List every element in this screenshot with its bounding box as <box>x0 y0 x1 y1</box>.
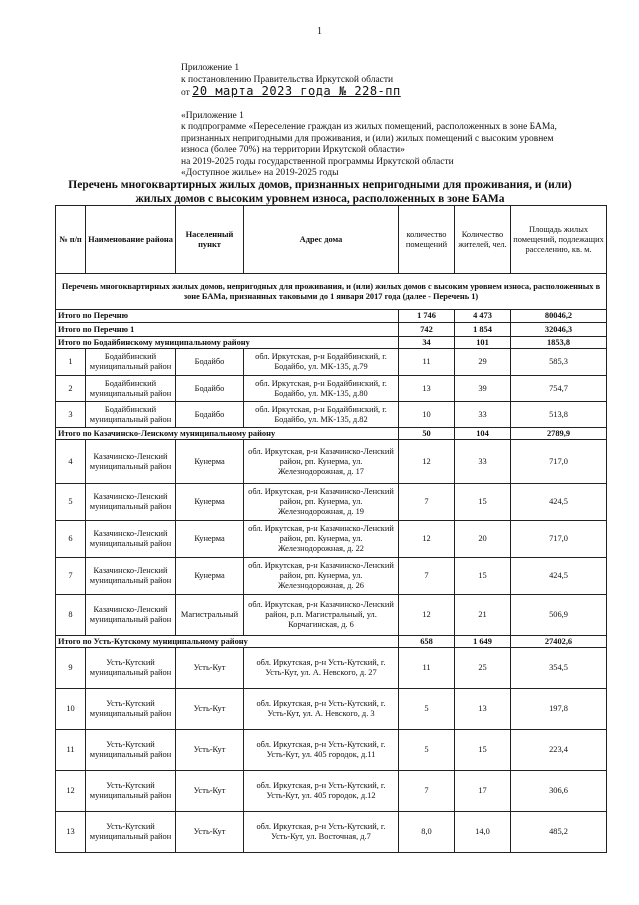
row-area: 354,5 <box>511 648 607 689</box>
housing-list-table <box>55 205 607 853</box>
total-label: Итого по Перечню 1 <box>56 323 399 337</box>
row-premises: 12 <box>399 440 455 484</box>
row-area: 506,9 <box>511 595 607 636</box>
section-note-row <box>56 274 607 310</box>
quoted-line-5: «Доступное жилье» на 2019-2025 годы <box>181 168 339 178</box>
row-residents: 39 <box>455 376 511 402</box>
row-address: обл. Иркутская, р-н Казачинско-Ленский район, рп. Кунерма, ул. Железнодорожная, д. 19 <box>244 484 399 521</box>
row-district: Усть-Кутский муниципальный район <box>86 689 176 730</box>
table-row <box>56 349 607 376</box>
district-total-row <box>56 428 607 440</box>
col-header-settlement: Населенный пункт <box>176 206 244 274</box>
row-area: 585,3 <box>511 349 607 376</box>
table-row <box>56 730 607 771</box>
row-area: 717,0 <box>511 521 607 558</box>
row-premises: 7 <box>399 558 455 595</box>
row-premises: 5 <box>399 730 455 771</box>
table-row <box>56 689 607 730</box>
row-residents: 13 <box>455 689 511 730</box>
table-row <box>56 558 607 595</box>
row-settlement: Бодайбо <box>176 402 244 428</box>
row-residents: 29 <box>455 349 511 376</box>
row-premises: 13 <box>399 376 455 402</box>
document-title <box>40 178 600 206</box>
row-district: Казачинско-Ленский муниципальный район <box>86 484 176 521</box>
row-number: 10 <box>56 689 86 730</box>
table-row <box>56 440 607 484</box>
row-number: 9 <box>56 648 86 689</box>
decree-date-line <box>181 86 601 100</box>
row-residents: 33 <box>455 402 511 428</box>
row-address: обл. Иркутская, р-н Усть-Кутский, г. Усть-Кут, ул. А. Невского, д. 27 <box>244 648 399 689</box>
row-number: 11 <box>56 730 86 771</box>
row-premises: 12 <box>399 521 455 558</box>
row-settlement: Кунерма <box>176 484 244 521</box>
table-row <box>56 402 607 428</box>
row-residents: 25 <box>455 648 511 689</box>
row-address: обл. Иркутская, р-н Усть-Кутский, г. Усть-Кут, ул. 405 городок, д.11 <box>244 730 399 771</box>
row-settlement: Бодайбо <box>176 349 244 376</box>
row-number: 12 <box>56 771 86 812</box>
row-premises: 7 <box>399 484 455 521</box>
row-number: 8 <box>56 595 86 636</box>
row-address: обл. Иркутская, р-н Усть-Кутский, г. Усть-Кут, ул. А. Невского, д. 3 <box>244 689 399 730</box>
district-total-label: Итого по Казачинско-Ленскому муниципальному району <box>56 428 399 440</box>
quoted-line-2: признанных непригодными для проживания, и (или) жилых помещений с высоким уровнем <box>181 133 554 144</box>
row-residents: 17 <box>455 771 511 812</box>
row-district: Казачинско-Ленский муниципальный район <box>86 558 176 595</box>
row-residents: 21 <box>455 595 511 636</box>
row-number: 6 <box>56 521 86 558</box>
row-residents: 14,0 <box>455 812 511 853</box>
quoted-line-3: износа (более 70%) на территории Иркутской области» <box>181 145 405 155</box>
district-total-residents: 104 <box>455 428 511 440</box>
row-number: 13 <box>56 812 86 853</box>
row-residents: 15 <box>455 558 511 595</box>
district-total-label: Итого по Усть-Кутскому муниципальному району <box>56 636 399 648</box>
row-district: Казачинско-Ленский муниципальный район <box>86 521 176 558</box>
total-area: 80046,2 <box>511 310 607 323</box>
row-settlement: Кунерма <box>176 440 244 484</box>
row-district: Казачинско-Ленский муниципальный район <box>86 595 176 636</box>
district-total-area: 2789,9 <box>511 428 607 440</box>
row-settlement: Бодайбо <box>176 376 244 402</box>
row-district: Усть-Кутский муниципальный район <box>86 648 176 689</box>
row-area: 717,0 <box>511 440 607 484</box>
row-number: 7 <box>56 558 86 595</box>
title-line-1: Перечень многоквартирных жилых домов, признанных непригодными для проживания, и (или) <box>68 179 572 191</box>
table-row <box>56 771 607 812</box>
row-settlement: Усть-Кут <box>176 730 244 771</box>
row-address: обл. Иркутская, р-н Усть-Кутский, г. Усть-Кут, ул. Восточная, д.7 <box>244 812 399 853</box>
row-premises: 8,0 <box>399 812 455 853</box>
row-district: Бодайбинский муниципальный район <box>86 402 176 428</box>
appendix-label: Приложение 1 <box>181 63 240 73</box>
row-settlement: Кунерма <box>176 521 244 558</box>
district-total-label: Итого по Бодайбинскому муниципальному району <box>56 337 399 349</box>
quoted-appendix-title: «Приложение 1 <box>181 110 244 121</box>
row-district: Бодайбинский муниципальный район <box>86 376 176 402</box>
col-header-address: Адрес дома <box>244 206 399 274</box>
total-residents: 4 473 <box>455 310 511 323</box>
col-header-num: № п/п <box>56 206 86 274</box>
table-header-row <box>56 206 607 274</box>
row-number: 1 <box>56 349 86 376</box>
col-header-residents: Количество жителей, чел. <box>455 206 511 274</box>
col-header-area: Площадь жилых помещений, подлежащих расселению, кв. м. <box>511 206 607 274</box>
decree-reference: к постановлению Правительства Иркутской области <box>181 74 394 85</box>
total-premises: 742 <box>399 323 455 337</box>
handwritten-date: 20 марта 2023 года № 228-пп <box>192 84 401 98</box>
row-premises: 11 <box>399 349 455 376</box>
district-total-residents: 101 <box>455 337 511 349</box>
row-area: 513,8 <box>511 402 607 428</box>
row-area: 754,7 <box>511 376 607 402</box>
row-address: обл. Иркутская, р-н Бодайбинский, г. Бодайбо, ул. МК-135, д.80 <box>244 376 399 402</box>
total-premises: 1 746 <box>399 310 455 323</box>
row-premises: 5 <box>399 689 455 730</box>
table-row <box>56 812 607 853</box>
quoted-line-4: на 2019-2025 годы государственной программы Иркутской области <box>181 156 454 167</box>
total-row <box>56 310 607 323</box>
row-district: Бодайбинский муниципальный район <box>86 349 176 376</box>
district-total-area: 1853,8 <box>511 337 607 349</box>
row-premises: 10 <box>399 402 455 428</box>
row-address: обл. Иркутская, р-н Усть-Кутский, г. Усть-Кут, ул. 405 городок, д.12 <box>244 771 399 812</box>
table-row <box>56 595 607 636</box>
row-settlement: Усть-Кут <box>176 689 244 730</box>
row-settlement: Усть-Кут <box>176 648 244 689</box>
appendix-header <box>181 63 601 180</box>
row-area: 424,5 <box>511 558 607 595</box>
row-residents: 15 <box>455 484 511 521</box>
row-settlement: Усть-Кут <box>176 812 244 853</box>
row-settlement: Кунерма <box>176 558 244 595</box>
district-total-area: 27402,6 <box>511 636 607 648</box>
title-line-2: жилых домов с высоким уровнем износа, расположенных в зоне БАМа <box>135 193 505 205</box>
table-row <box>56 484 607 521</box>
total-row <box>56 323 607 337</box>
date-prefix: от <box>181 88 190 98</box>
row-district: Усть-Кутский муниципальный район <box>86 812 176 853</box>
row-number: 3 <box>56 402 86 428</box>
table-row <box>56 376 607 402</box>
district-total-residents: 1 649 <box>455 636 511 648</box>
total-label: Итого по Перечню <box>56 310 399 323</box>
row-area: 223,4 <box>511 730 607 771</box>
col-header-premises: количество помещений <box>399 206 455 274</box>
page-number: 1 <box>317 26 322 37</box>
row-address: обл. Иркутская, р-н Бодайбинский, г. Бодайбо, ул. МК-135, д.82 <box>244 402 399 428</box>
row-settlement: Усть-Кут <box>176 771 244 812</box>
row-residents: 33 <box>455 440 511 484</box>
district-total-premises: 658 <box>399 636 455 648</box>
row-area: 424,5 <box>511 484 607 521</box>
row-district: Усть-Кутский муниципальный район <box>86 771 176 812</box>
row-area: 197,8 <box>511 689 607 730</box>
row-premises: 11 <box>399 648 455 689</box>
row-number: 2 <box>56 376 86 402</box>
row-settlement: Магистральный <box>176 595 244 636</box>
row-area: 485,2 <box>511 812 607 853</box>
district-total-premises: 50 <box>399 428 455 440</box>
table-row <box>56 521 607 558</box>
quoted-line-1: к подпрограмме «Переселение граждан из жилых помещений, расположенных в зоне БАМа, <box>181 122 557 132</box>
row-premises: 12 <box>399 595 455 636</box>
row-premises: 7 <box>399 771 455 812</box>
district-total-row <box>56 337 607 349</box>
row-number: 5 <box>56 484 86 521</box>
row-area: 306,6 <box>511 771 607 812</box>
row-number: 4 <box>56 440 86 484</box>
district-total-row <box>56 636 607 648</box>
row-address: обл. Иркутская, р-н Казачинско-Ленский район, рп. Кунерма, ул. Железнодорожная, д. 17 <box>244 440 399 484</box>
row-address: обл. Иркутская, р-н Бодайбинский, г. Бодайбо, ул. МК-135, д.79 <box>244 349 399 376</box>
section-note: Перечень многоквартирных жилых домов, непригодных для проживания, и (или) жилых домов с высоким уровнем износа, расположенных в зоне БАМа, признанных таковыми до 1 января 2017 года (далее - Перечень 1) <box>56 274 607 310</box>
total-area: 32046,3 <box>511 323 607 337</box>
col-header-district: Наименование района <box>86 206 176 274</box>
row-district: Казачинско-Ленский муниципальный район <box>86 440 176 484</box>
district-total-premises: 34 <box>399 337 455 349</box>
row-district: Усть-Кутский муниципальный район <box>86 730 176 771</box>
table-row <box>56 648 607 689</box>
total-residents: 1 854 <box>455 323 511 337</box>
row-address: обл. Иркутская, р-н Казачинско-Ленский район, р.п. Магистральный, ул. Корчагинская, д. 6 <box>244 595 399 636</box>
row-residents: 15 <box>455 730 511 771</box>
row-address: обл. Иркутская, р-н Казачинско-Ленский район, рп. Кунерма, ул. Железнодорожная, д. 26 <box>244 558 399 595</box>
row-residents: 20 <box>455 521 511 558</box>
row-address: обл. Иркутская, р-н Казачинско-Ленский район, рп. Кунерма, ул. Железнодорожная, д. 22 <box>244 521 399 558</box>
